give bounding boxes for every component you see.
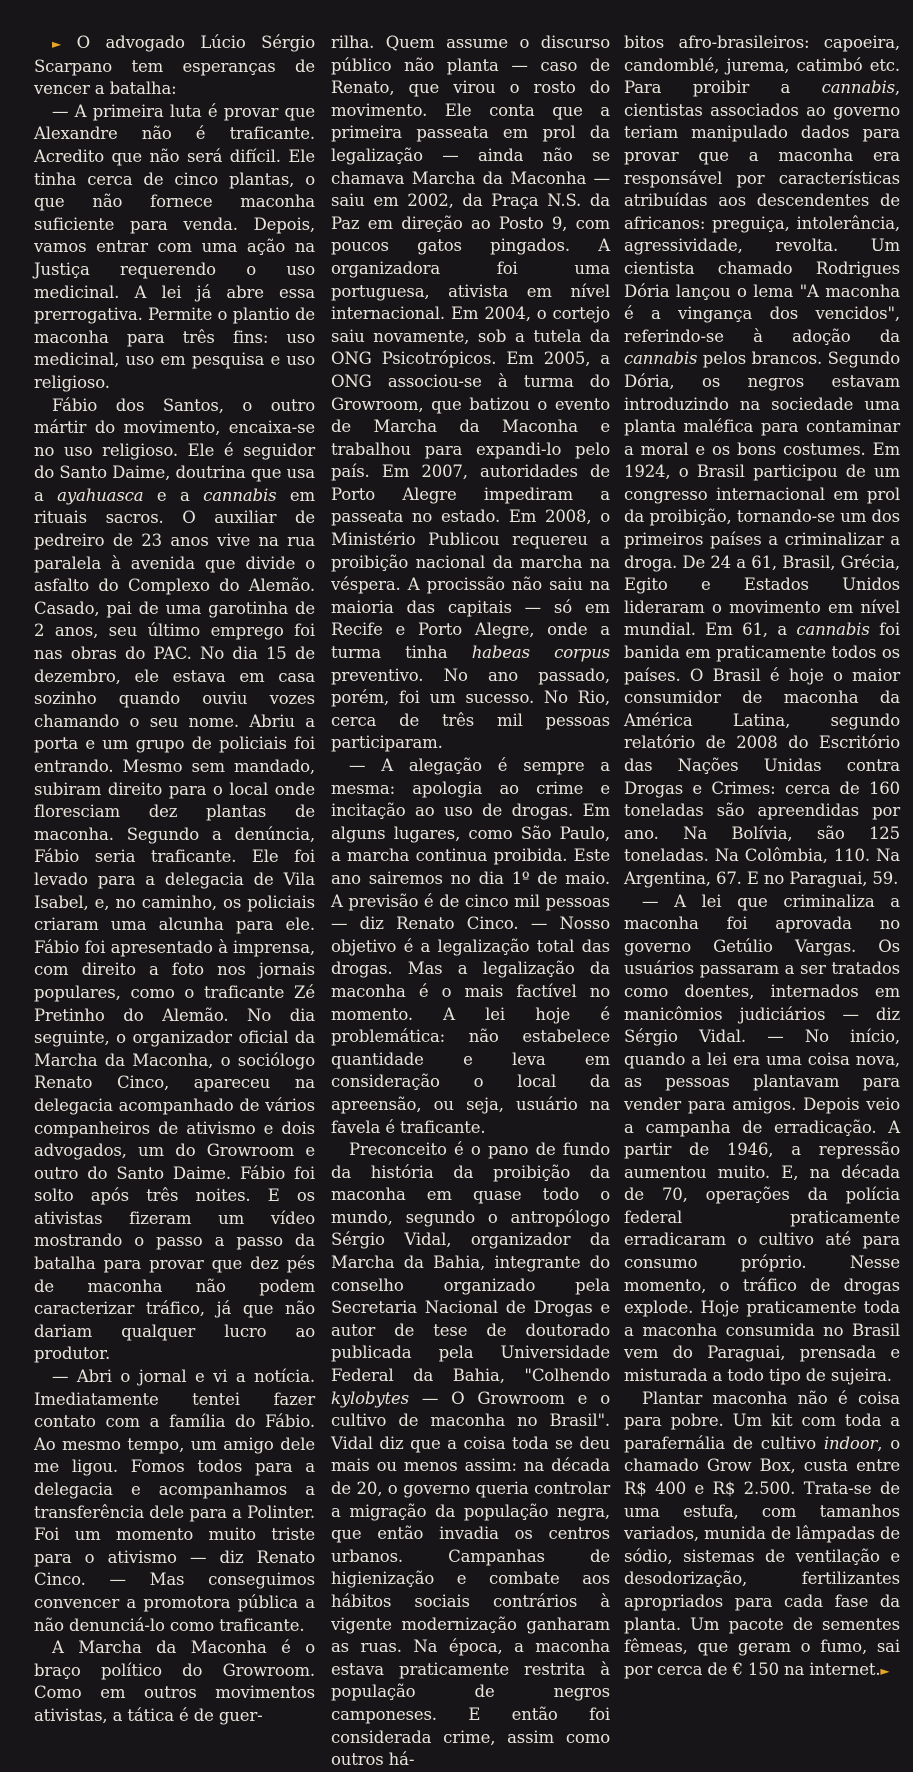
paragraph-text: Preconceito é o pano de fundo da história da proibição da maconha em quase todo o mundo, segundo o antropólogo Sérgio Vidal, organizador da Marcha da Bahia, integrante do conselho organizado pela Secretaria Nacional de Drogas e autor de tese de doutorado publicada pela Universidade Federal da Bahia, "Colhendo — [331, 1140, 610, 1386]
italic-term: cannabis — [821, 78, 895, 98]
paragraph-text: , o chamado Grow Box, custa entre R$ 400 e R$ 2.500. Trata-se de uma estufa, com tamanhos variados, munida de lâmpadas de sódio, sistemas de ventilação e desodorização, fertilizantes apropriados para cada fase da planta. Um pacote de sementes fêmeas, que geram o fumo, sai por cerca de € 150 na internet. — [624, 1433, 900, 1679]
paragraph-text: bitos afro-brasileiros: capoeira, candomblé, jurema, catimbó etc. Para proibir a — [624, 33, 900, 98]
paragraph-text: pelos brancos. Segundo Dória, os negros estavam introduzindo na sociedade uma planta maléfica para contaminar a moral e os bons costumes. Em 1924, o Brasil participou de um congresso internacional em prol da proibição, tornando-se um dos primeiros países a criminalizar a droga. De 24 a 61, Brasil, Grécia, Egito e Estados Unidos lideraram o movimento em nível mundial. Em 61, a — [624, 349, 900, 640]
paragraph-text: — Abri o jornal e vi a notícia. Imediatamente tentei fazer contato com a família do Fábio. Ao mesmo tempo, um amigo dele me ligou. Fomos todos para a delegacia e acompanhamos a transferência dele para a Polinter. Foi um momento muito triste para o ativismo — diz Renato Cinco. — Mas conseguimos convencer a promotora pública a não denunciá-lo como traficante. — [34, 1367, 315, 1635]
paragraph-text: e a — [143, 485, 204, 505]
paragraph-text: preventivo. No ano passado, porém, foi um sucesso. No Rio, cerca de três mil pessoas participaram. — [331, 665, 610, 753]
paragraph — [331, 1139, 610, 1772]
paragraph — [34, 1366, 315, 1637]
section-marker-icon: ► — [52, 37, 62, 51]
paragraph — [624, 1388, 900, 1683]
paragraph-continuation — [624, 32, 900, 891]
paragraph-text: — A lei que criminaliza a maconha foi aprovada no governo Getúlio Vargas. Os usuários passaram a ser tratados como doentes, internados em manicômios judiciários — diz Sérgio Vidal. — No início, quando a lei era uma coisa nova, as pessoas plantavam para vender para amigos. Depois veio a campanha de erradicação. A partir de 1946, a repressão aumentou muito. E, na década de 70, operações da polícia federal praticamente erradicaram o cultivo até para consumo próprio. Nesse momento, o tráfico de drogas explode. Hoje praticamente toda a maconha consumida no Brasil vem do Paraguai, prensada e misturada a todo tipo de sujeira. — [624, 891, 900, 1386]
column-2 — [331, 32, 610, 1772]
italic-term: kylobytes — [331, 1388, 409, 1408]
italic-term: indoor — [823, 1433, 878, 1453]
paragraph — [34, 395, 315, 1367]
paragraph — [34, 32, 315, 101]
paragraph-text: — A primeira luta é provar que Alexandre não é traficante. Acredito que não será difícil. Ele tinha cerca de cinco plantas, o que não fornece maconha suficiente para venda. Depois, vamos entrar com uma ação na Justiça requerendo o uso medicinal. A lei já abre essa prerrogativa. Permite o plantio de maconha para três fins: uso medicinal, uso em pesquisa e uso religioso. — [34, 101, 315, 392]
paragraph-text: — O Growroom e o cultivo de maconha no Brasil". Vidal diz que a coisa toda se deu mais ou menos assim: na década de 20, o governo queria controlar a migração da população negra, que então invadia os centros urbanos. Campanhas de higienização e combate aos hábitos sociais contrários à vigente modernização ganharam as ruas. Na época, a maconha estava praticamente restrita à população de negros camponeses. E então foi considerada crime, assim como outros há- — [331, 1388, 610, 1770]
paragraph-text: rilha. Quem assume o discurso público não planta — caso de Renato, que virou o rosto do movimento. Ele conta que a primeira passeata em prol da legalização — ainda não se chamava Marcha da Maconha — saiu em 2002, da Praça N.S. da Paz em direção ao Posto 9, com poucos gatos pingados. A organizadora foi uma portuguesa, ativista em nível internacional. Em 2004, o cortejo saiu novamente, sob a tutela da ONG Psicotrópicos. Em 2005, a ONG associou-se à turma do Growroom, que batizou o evento de Marcha da Maconha e trabalhou para expandi-lo pelo país. Em 2007, autoridades de Porto Alegre impediram a passeata no estado. Em 2008, o Ministério Publicou requereu a proibição nacional da marcha na véspera. A procissão não saiu na maioria das capitais — só em Recife e Porto Alegre, onde a turma tinha — [331, 33, 610, 663]
paragraph-continuation — [331, 32, 610, 755]
italic-term: ayahuasca — [57, 485, 144, 505]
paragraph — [624, 891, 900, 1388]
italic-term: habeas corpus — [471, 643, 610, 663]
column-1 — [34, 32, 315, 1728]
paragraph — [34, 1637, 315, 1727]
paragraph-text: , cientistas associados ao governo teriam manipulado dados para provar que a maconha era responsável por características atribuídas aos descendentes de africanos: preguiça, intolerância, agressividade, revolta. Um cientista chamado Rodrigues Dória lançou o lema "A maconha é a vingança dos vencidos", referindo-se à adoção da — [624, 78, 900, 346]
paragraph-text: Plantar maconha não é coisa para pobre. Um kit com toda a parafernália de cultivo — [624, 1388, 900, 1453]
paragraph — [34, 101, 315, 395]
paragraph-text: — A alegação é sempre a mesma: apologia ao crime e incitação ao uso de drogas. Em alguns lugares, como São Paulo, a marcha continua proibida. Este ano sairemos no dia 1º de maio. A previsão é de cinco mil pessoas — diz Renato Cinco. — Nosso objetivo é a legalização total das drogas. Mas a legalização da maconha é o mais factível no momento. A lei hoje é problemática: não estabelece quantidade e leva em consideração o local da apreensão, ou seja, usuário na favela é traficante. — [331, 756, 610, 1137]
italic-term: cannabis — [203, 485, 277, 505]
column-3 — [624, 32, 900, 1682]
paragraph-text: foi banida em praticamente todos os países. O Brasil é hoje o maior consumidor de maconha da América Latina, segundo relatório de 2008 do Escritório das Nações Unidas contra Drogas e Crimes: cerca de 160 toneladas são apreendidas por ano. Na Bolívia, são 125 toneladas. Na Colômbia, 110. Na Argentina, 67. E no Paraguai, 59. — [624, 620, 900, 888]
paragraph-text: A Marcha da Maconha é o braço político do Growroom. Como em outros movimentos ativistas, a tática é de guer- — [34, 1638, 315, 1725]
paragraph-text: O advogado Lúcio Sérgio Scarpano tem esperanças de vencer a batalha: — [34, 33, 315, 99]
paragraph — [331, 755, 610, 1139]
continue-arrow-icon: ► — [880, 1663, 890, 1678]
paragraph-text: Fábio dos Santos, o outro mártir do movimento, encaixa-se no uso religioso. Ele é seguidor do Santo Daime, doutrina que usa a — [34, 395, 315, 505]
paragraph-text: em rituais sacros. O auxiliar de pedreiro de 23 anos vive na rua paralela à avenida que divide o asfalto do Complexo do Alemão. Casado, pai de uma garotinha de 2 anos, seu último emprego foi nas obras do PAC. No dia 15 de dezembro, ele estava em casa sozinho quando ouviu vozes chamando o seu nome. Abriu a porta e um grupo de policiais foi entrando. Mesmo sem mandado, subiram direito para o local onde floresciam dez plantas de maconha. Segundo a denúncia, Fábio seria traficante. Ele foi levado para a delegacia de Vila Isabel, e, no caminho, os policiais criaram uma alcunha para ele. Fábio foi apresentado à imprensa, com direito a foto nos jornais populares, como o traficante Zé Pretinho do Alemão. No dia seguinte, o organizador oficial da Marcha da Maconha, o sociólogo Renato Cinco, apareceu na delegacia acompanhado de vários companheiros de ativismo e dois advogados, um do Growroom e outro do Santo Daime. Fábio foi solto após três noites. E os ativistas fizeram um vídeo mostrando o passo a passo da batalha para provar que dez pés de maconha não podem caracterizar tráfico, já que não dariam qualquer lucro ao produtor. — [34, 485, 315, 1364]
italic-term: cannabis — [796, 620, 870, 640]
italic-term: cannabis — [624, 349, 698, 369]
